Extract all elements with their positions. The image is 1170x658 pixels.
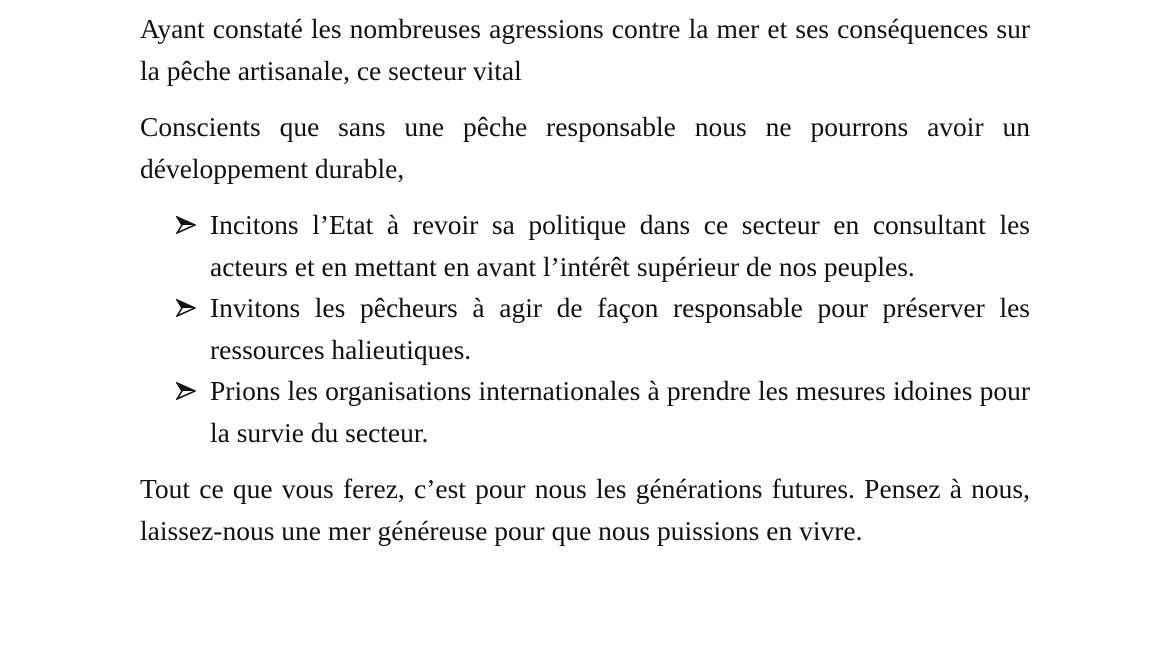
- paragraph-conclusion: Tout ce que vous ferez, c’est pour nous les générations futures. Pensez à nous, laissez-nous une mer généreuse pour que nous puissions en vivre.: [140, 473, 1030, 546]
- bullet-text: Prions les organisations internationales à prendre les mesures idoines pour la survie du secteur.: [210, 375, 1030, 448]
- arrowhead-bullet-icon: [176, 204, 202, 246]
- paragraph-conscients: Conscients que sans une pêche responsable nous ne pourrons avoir un développement durable,: [140, 111, 1030, 184]
- document-page: [140, 8, 1030, 566]
- list-item: [140, 287, 1030, 370]
- bullet-list: [140, 204, 1030, 453]
- list-item: [140, 204, 1030, 287]
- list-item: [140, 370, 1030, 453]
- bullet-text: Invitons les pêcheurs à agir de façon responsable pour préserver les ressources halieutiques.: [210, 292, 1030, 365]
- paragraph-aggressions: Ayant constaté les nombreuses agressions contre la mer et ses conséquences sur la pêche artisanale, ce secteur vital: [140, 13, 1030, 86]
- arrowhead-bullet-icon: [176, 370, 202, 412]
- arrowhead-bullet-icon: [176, 287, 202, 329]
- bullet-text: Incitons l’Etat à revoir sa politique dans ce secteur en consultant les acteurs et en mettant en avant l’intérêt supérieur de nos peuples.: [210, 209, 1030, 282]
